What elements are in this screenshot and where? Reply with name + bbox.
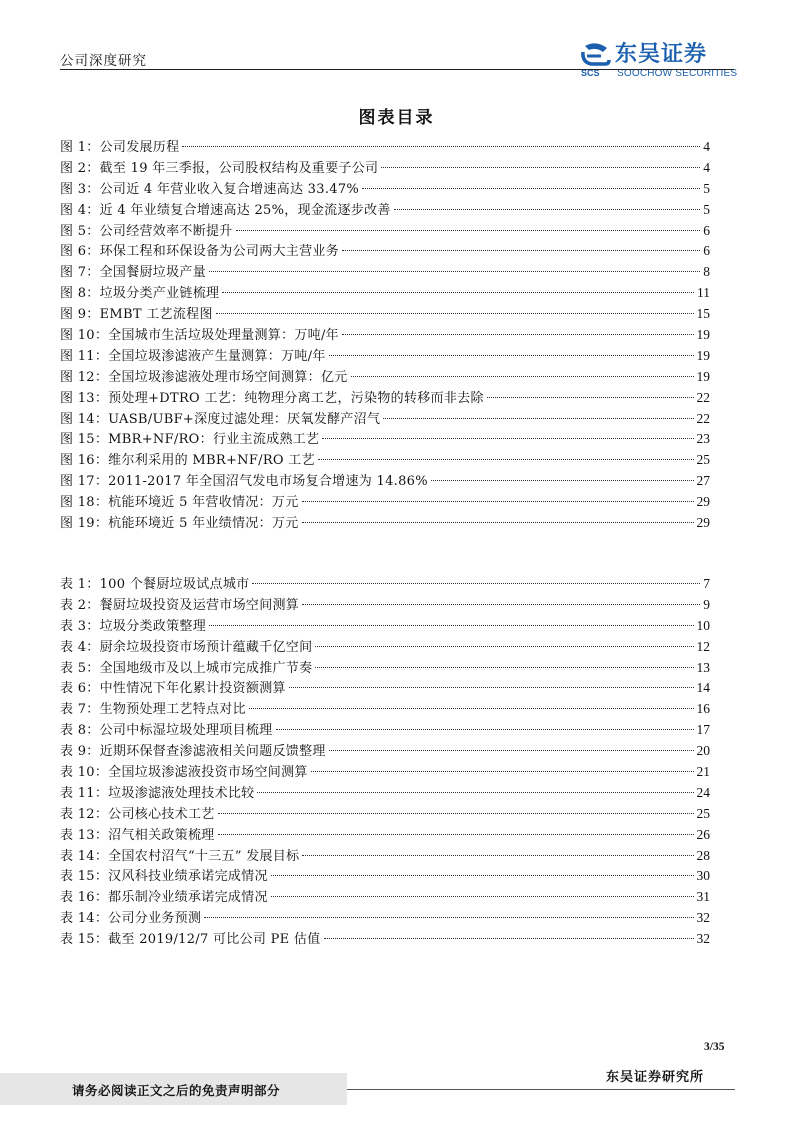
logo-mark-text: SCS — [581, 68, 600, 78]
figure-entry-page: 5 — [703, 180, 710, 196]
figure-entry-label: 图 14：UASB/UBF+深度过滤处理：厌氧发酵产沼气 — [60, 411, 381, 427]
dot-leader — [257, 792, 693, 793]
table-entry-label: 表 9：近期环保督查渗滤液相关问题反馈整理 — [60, 744, 326, 760]
figure-entry-page: 23 — [696, 431, 710, 447]
figure-entry[interactable] — [60, 429, 710, 450]
figure-entry[interactable] — [60, 283, 710, 304]
dot-leader — [236, 230, 701, 231]
table-entry-page: 7 — [703, 576, 710, 591]
table-entry[interactable] — [60, 825, 710, 846]
table-entry[interactable] — [60, 846, 710, 867]
table-entry[interactable] — [60, 887, 710, 908]
figure-entry[interactable] — [60, 388, 710, 409]
figure-entry-page: 4 — [703, 139, 710, 154]
dot-leader — [362, 188, 700, 189]
figure-entry-page: 6 — [703, 222, 710, 238]
dot-leader — [218, 834, 694, 835]
report-type-label: 公司深度研究 — [60, 53, 147, 69]
dot-leader — [381, 167, 700, 168]
figure-entry-label: 图 9：EMBT 工艺流程图 — [60, 307, 213, 323]
dot-leader — [222, 292, 694, 293]
figure-entry[interactable] — [60, 158, 710, 179]
figure-entry-page: 19 — [696, 347, 710, 363]
dot-leader — [289, 687, 694, 688]
figure-entry-label: 图 3：公司近 4 年营业收入复合增速高达 33.47% — [60, 181, 360, 197]
footer-disclaimer: 请务必阅读正文之后的免责声明部分 — [72, 1083, 281, 1098]
figure-entry-page: 8 — [703, 264, 710, 280]
figure-entry-page: 22 — [696, 389, 710, 405]
table-entry-page: 14 — [696, 680, 710, 696]
table-entry-label: 表 15：汉风科技业绩承诺完成情况 — [60, 869, 268, 885]
table-entry-page: 21 — [696, 764, 710, 780]
table-entry[interactable] — [60, 741, 710, 762]
dot-leader — [487, 397, 694, 398]
table-entry-page: 25 — [696, 805, 710, 821]
dot-leader — [342, 334, 694, 335]
dot-leader — [271, 896, 694, 897]
dot-leader — [315, 646, 693, 647]
figure-entry-page: 6 — [703, 243, 710, 259]
dot-leader — [271, 875, 694, 876]
figure-entry[interactable] — [60, 262, 710, 283]
dot-leader — [324, 938, 694, 939]
dot-leader — [216, 313, 694, 314]
figure-entry[interactable] — [60, 513, 710, 534]
table-entry-page: 24 — [696, 784, 710, 800]
figure-entry-page: 15 — [696, 306, 710, 322]
figure-entry-page: 29 — [696, 494, 710, 510]
dot-leader — [302, 501, 694, 502]
table-entry-label: 表 14：公司分业务预测 — [60, 911, 202, 927]
figure-entry-page: 22 — [696, 410, 710, 426]
table-entry-page: 13 — [696, 659, 710, 675]
table-entry-page: 28 — [696, 847, 710, 863]
table-entry-page: 9 — [703, 596, 710, 612]
figure-entry-label: 图 13：预处理+DTRO 工艺：纯物理分离工艺，污染物的转移而非去除 — [60, 390, 484, 406]
figure-entry[interactable] — [60, 179, 710, 200]
table-entry[interactable] — [60, 616, 710, 637]
page-number: 3/35 — [704, 1041, 725, 1053]
dot-leader — [302, 855, 693, 856]
dot-leader — [209, 625, 693, 626]
table-entry-page: 12 — [696, 638, 710, 654]
figure-entry-label: 图 18：杭能环境近 5 年营收情况：万元 — [60, 495, 299, 511]
header-divider — [60, 69, 734, 70]
tables-toc — [60, 574, 710, 950]
dot-leader — [322, 438, 693, 439]
figure-entry-label: 图 17：2011-2017 年全国沼气发电市场复合增速为 14.86% — [60, 474, 428, 490]
figure-entry-label: 图 8：垃圾分类产业链梳理 — [60, 286, 220, 302]
table-entry-label: 表 4：厨余垃圾投资市场预计蕴藏千亿空间 — [60, 639, 313, 655]
logo-chinese-name: 东吴证券 — [615, 42, 708, 67]
institute-name: 东吴证券研究所 — [606, 1070, 705, 1085]
figure-entry-label: 图 7：全国餐厨垃圾产量 — [60, 265, 207, 281]
figure-entry-label: 图 4：近 4 年业绩复合增速高达 25%，现金流逐步改善 — [60, 202, 391, 218]
dot-leader — [329, 355, 694, 356]
table-entry[interactable] — [60, 658, 710, 679]
figure-entry[interactable] — [60, 200, 710, 221]
figure-entry-page: 19 — [696, 368, 710, 384]
figure-entry[interactable] — [60, 492, 710, 513]
figure-entry-label: 图 15：MBR+NF/RO：行业主流成熟工艺 — [60, 432, 320, 448]
page-title: 图表目录 — [358, 108, 435, 128]
figure-entry-page: 11 — [697, 285, 710, 301]
table-entry[interactable] — [60, 762, 710, 783]
dot-leader — [276, 729, 694, 730]
logo-english-name: SOOCHOW SECURITIES — [617, 68, 738, 79]
soochow-logo-icon — [579, 42, 613, 78]
table-entry-label: 表 6：中性情况下年化累计投资额测算 — [60, 681, 286, 697]
table-entry-label: 表 11：垃圾渗滤液处理技术比较 — [60, 785, 255, 801]
figure-entry[interactable] — [60, 304, 710, 325]
table-entry[interactable] — [60, 804, 710, 825]
figure-entry-page: 27 — [696, 473, 710, 489]
table-entry-label: 表 2：餐厨垃圾投资及运营市场空间测算 — [60, 597, 300, 613]
dot-leader — [383, 418, 693, 419]
table-entry-page: 16 — [696, 701, 710, 717]
figure-entry[interactable] — [60, 137, 710, 158]
dot-leader — [311, 771, 694, 772]
table-entry-label: 表 13：沼气相关政策梳理 — [60, 827, 215, 843]
table-entry-label: 表 1：100 个餐厨垃圾试点城市 — [60, 577, 250, 592]
figure-entry[interactable] — [60, 409, 710, 430]
table-entry-page: 17 — [696, 722, 710, 738]
footer-divider — [347, 1089, 735, 1090]
dot-leader — [182, 146, 700, 147]
figure-entry-page: 19 — [696, 327, 710, 343]
figures-toc — [60, 137, 710, 534]
table-entry-page: 10 — [696, 617, 710, 633]
table-entry-label: 表 3：垃圾分类政策整理 — [60, 618, 207, 634]
figure-entry[interactable] — [60, 346, 710, 367]
table-entry[interactable] — [60, 595, 710, 616]
dot-leader — [342, 250, 700, 251]
dot-leader — [315, 667, 693, 668]
table-entry-label: 表 15：截至 2019/12/7 可比公司 PE 估值 — [60, 932, 321, 948]
table-entry[interactable] — [60, 929, 710, 950]
table-entry-page: 31 — [696, 889, 710, 905]
figure-entry-label: 图 16：维尔利采用的 MBR+NF/RO 工艺 — [60, 453, 315, 469]
figure-entry[interactable] — [60, 450, 710, 471]
figure-entry-page: 29 — [696, 515, 710, 531]
figure-entry-label: 图 2：截至 19 年三季报，公司股权结构及重要子公司 — [60, 160, 379, 176]
figure-entry-label: 图 10：全国城市生活垃圾处理量测算：万吨/年 — [60, 328, 339, 344]
figure-entry-label: 图 11：全国垃圾渗滤液产生量测算：万吨/年 — [60, 348, 326, 364]
table-entry-label: 表 12：公司核心技术工艺 — [60, 806, 215, 822]
figure-entry[interactable] — [60, 325, 710, 346]
table-entry-page: 32 — [696, 931, 710, 947]
figure-entry-page: 25 — [696, 452, 710, 468]
figure-entry-label: 图 19：杭能环境近 5 年业绩情况：万元 — [60, 516, 299, 532]
table-entry[interactable] — [60, 699, 710, 720]
figure-entry[interactable] — [60, 367, 710, 388]
figure-entry[interactable] — [60, 471, 710, 492]
figure-entry[interactable] — [60, 241, 710, 262]
dot-leader — [209, 271, 700, 272]
figure-entry[interactable] — [60, 221, 710, 242]
table-entry-page: 20 — [696, 743, 710, 759]
dot-leader — [302, 522, 694, 523]
dot-leader — [318, 459, 694, 460]
table-entry-page: 30 — [696, 868, 710, 884]
dot-leader — [302, 604, 700, 605]
figure-entry-label: 图 12：全国垃圾渗滤液处理市场空间测算：亿元 — [60, 369, 348, 385]
dot-leader — [249, 708, 694, 709]
table-entry-label: 表 8：公司中标湿垃圾处理项目梳理 — [60, 723, 273, 739]
figure-entry-label: 图 1：公司发展历程 — [60, 140, 180, 155]
figure-entry-label: 图 6：环保工程和环保设备为公司两大主营业务 — [60, 244, 340, 260]
dot-leader — [351, 376, 694, 377]
table-entry[interactable] — [60, 866, 710, 887]
table-entry[interactable] — [60, 637, 710, 658]
table-entry[interactable] — [60, 678, 710, 699]
table-entry[interactable] — [60, 574, 710, 595]
table-entry-label: 表 16：都乐制冷业绩承诺完成情况 — [60, 890, 268, 906]
figure-entry-page: 4 — [703, 159, 710, 175]
table-entry-label: 表 7：生物预处理工艺特点对比 — [60, 702, 246, 718]
figure-entry-label: 图 5：公司经营效率不断提升 — [60, 223, 233, 239]
table-entry[interactable] — [60, 908, 710, 929]
table-entry-label: 表 5：全国地级市及以上城市完成推广节奏 — [60, 660, 313, 676]
dot-leader — [252, 583, 700, 584]
table-entry[interactable] — [60, 783, 710, 804]
company-logo — [579, 42, 739, 82]
figure-entry-page: 5 — [703, 201, 710, 217]
table-entry-label: 表 14：全国农村沼气“十三五” 发展目标 — [60, 848, 300, 864]
dot-leader — [431, 480, 694, 481]
dot-leader — [218, 813, 694, 814]
table-entry-label: 表 10：全国垃圾渗滤液投资市场空间测算 — [60, 765, 308, 781]
table-entry-page: 26 — [696, 826, 710, 842]
dot-leader — [204, 917, 693, 918]
table-entry[interactable] — [60, 720, 710, 741]
dot-leader — [329, 750, 694, 751]
dot-leader — [394, 209, 701, 210]
table-entry-page: 32 — [696, 910, 710, 926]
